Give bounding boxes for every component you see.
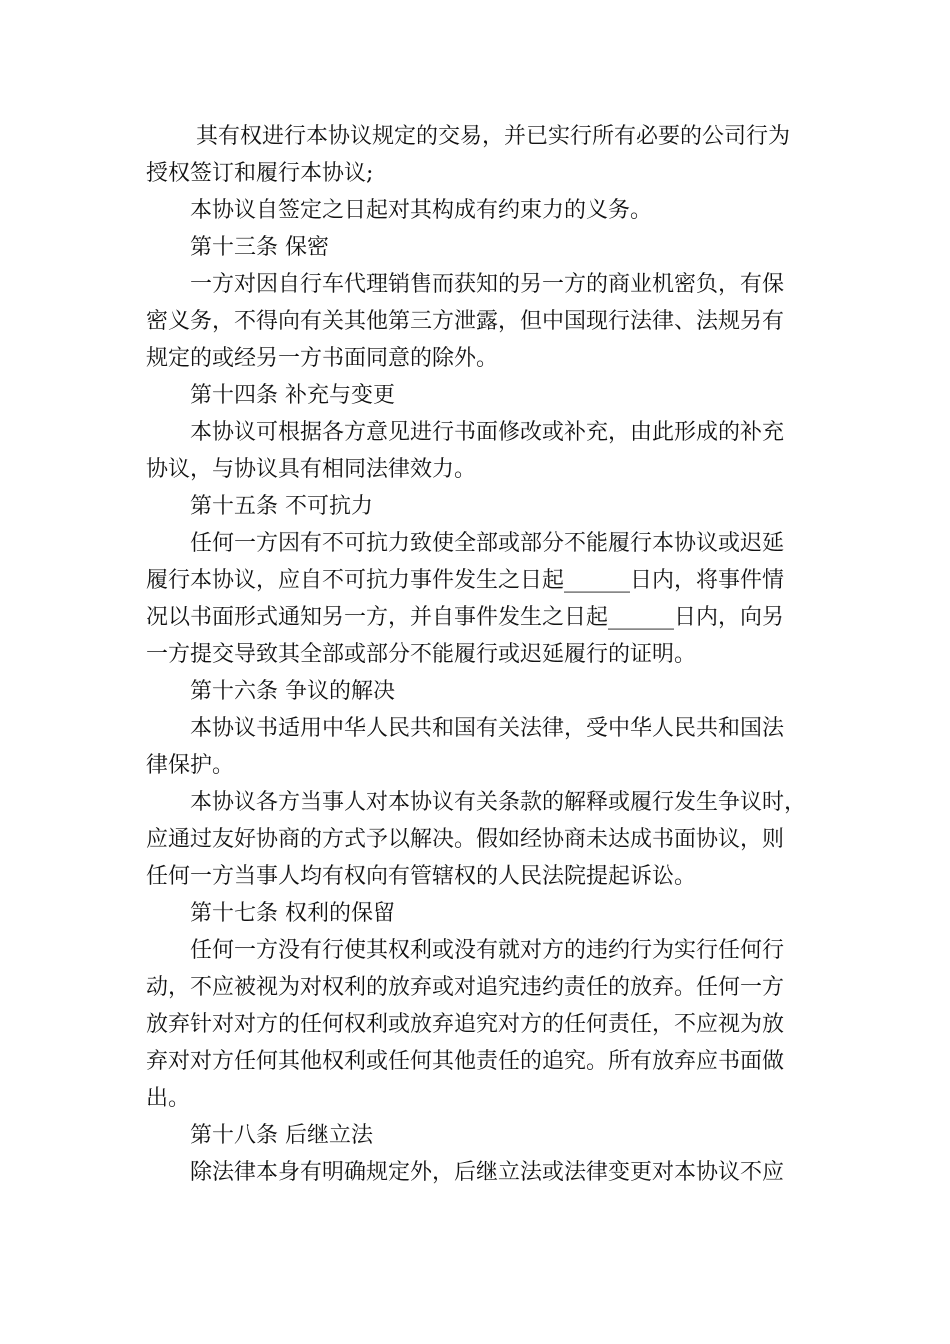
paragraph-line: 协议，与协议具有相同法律效力。 [146, 457, 477, 482]
paragraph-line: 本协议可根据各方意见进行书面修改或补充，由此形成的补充 [190, 420, 785, 445]
paragraph-line: 一方对因自行车代理销售而获知的另一方的商业机密负，有保 [190, 272, 785, 297]
paragraph-line: 本协议自签定之日起对其构成有约束力的义务。 [190, 198, 653, 223]
paragraph-line: 律保护。 [146, 753, 235, 778]
paragraph-line: 应通过友好协商的方式予以解决。假如经协商未达成书面协议，则 [146, 827, 785, 852]
paragraph-line: 出。 [146, 1086, 191, 1111]
paragraph-line: 况以书面形式通知另一方，并自事件发生之日起______日内，向另 [146, 605, 785, 630]
paragraph-line: 履行本协议，应自不可抗力事件发生之日起______日内，将事件情 [146, 568, 785, 593]
paragraph-line: 规定的或经另一方书面同意的除外。 [146, 346, 499, 371]
paragraph-line: 本协议书适用中华人民共和国有关法律，受中华人民共和国法 [190, 716, 785, 741]
section-heading: 第十四条 补充与变更 [190, 383, 395, 408]
paragraph-line: 动，不应被视为对权利的放弃或对追究违约责任的放弃。任何一方 [146, 975, 785, 1000]
paragraph-line: 授权签订和履行本协议; [146, 161, 374, 186]
paragraph-line: 除法律本身有明确规定外，后继立法或法律变更对本协议不应 [190, 1160, 785, 1185]
section-heading: 第十五条 不可抗力 [190, 494, 373, 519]
paragraph-line: 一方提交导致其全部或部分不能履行或迟延履行的证明。 [146, 642, 697, 667]
paragraph-line: 其有权进行本协议规定的交易，并已实行所有必要的公司行为 [196, 124, 791, 149]
paragraph-line: 密义务，不得向有关其他第三方泄露，但中国现行法律、法规另有 [146, 309, 785, 334]
paragraph-line: 放弃针对对方的任何权利或放弃追究对方的任何责任，不应视为放 [146, 1012, 785, 1037]
paragraph-line: 任何一方因有不可抗力致使全部或部分不能履行本协议或迟延 [190, 531, 785, 556]
paragraph-line: 任何一方当事人均有权向有管辖权的人民法院提起诉讼。 [146, 864, 697, 889]
section-heading: 第十八条 后继立法 [190, 1123, 373, 1148]
paragraph-line: 弃对对方任何其他权利或任何其他责任的追究。所有放弃应书面做 [146, 1049, 785, 1074]
paragraph-line: 任何一方没有行使其权利或没有就对方的违约行为实行任何行 [190, 938, 785, 963]
document-body [146, 118, 814, 1191]
paragraph-line: 本协议各方当事人对本协议有关条款的解释或履行发生争议时， [190, 790, 807, 815]
section-heading: 第十七条 权利的保留 [190, 901, 395, 926]
section-heading: 第十三条 保密 [190, 235, 329, 260]
section-heading: 第十六条 争议的解决 [190, 679, 395, 704]
